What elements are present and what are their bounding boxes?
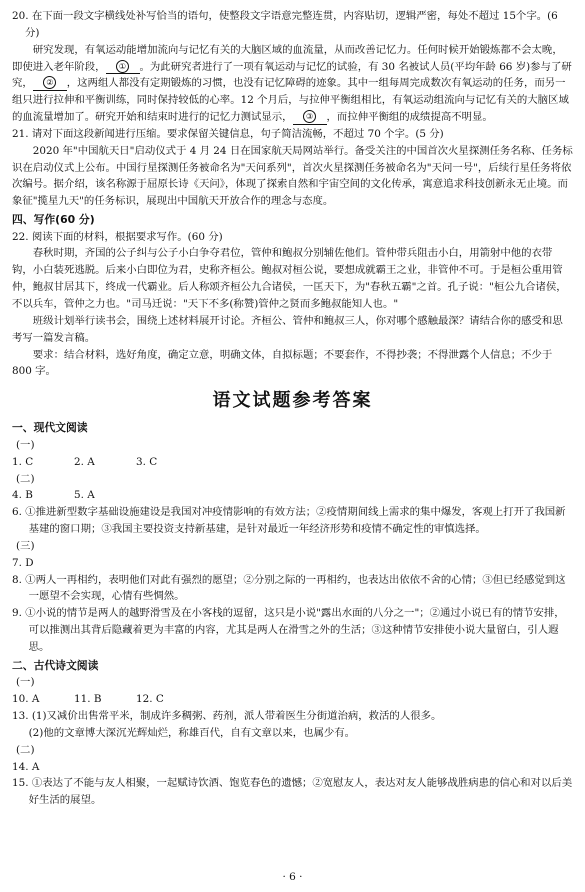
answer-13-2: (2)他的文章博大深沉光辉灿烂，称雄百代，自有文章以来，也属少有。	[28, 726, 356, 739]
answer-1: 1. C	[12, 455, 34, 468]
blank-1-marker: ①	[116, 60, 129, 73]
answer-10: 10. A	[12, 693, 40, 706]
answers-sub-3: (三)	[16, 539, 35, 552]
answer-5: 5. A	[74, 489, 95, 502]
writing-heading: 四、写作(60 分)	[12, 213, 95, 227]
blank-3-marker: ③	[303, 110, 316, 123]
answer-11: 11. B	[74, 693, 102, 706]
blank-2-marker: ②	[43, 76, 56, 89]
answers-sub-4: (一)	[16, 676, 35, 689]
q22-stem: 22. 阅读下面的材料，根据要求写作。(60 分)	[12, 230, 223, 243]
answer-12: 12. C	[136, 693, 164, 706]
answer-15: 15. ①表达了不能与友人相聚，一起赋诗饮酒、饱览春色的遗憾；②宽慰友人，表达对友人能够战胜病患的信心和对以后美好生活的展望。	[12, 777, 573, 807]
answer-3: 3. C	[136, 455, 158, 468]
answer-7: 7. D	[12, 556, 34, 569]
q20-stem: 20. 在下面一段文字横线处补写恰当的语句，使整段文字语意完整连贯，内容贴切，逻辑严密，每处不超过 15个字。(6 分)	[12, 10, 558, 39]
q20-text-4: ，而拉伸平衡组的成绩提高不明显。	[326, 111, 493, 124]
q21-news: 2020 年"中国航天日"启动仪式于 4 月 24 日在国家航天局网站举行。备受关注的中国首次火星探测任务名称、任务标识在启动仪式上公布。中国行星探测任务被命名为"天问系列"，首次火星探测任务被命名为"天问一号"，后续行星任务将依次编号。据介绍，该名称源于屈原长诗《天问》，体现了探索自然和宇宙空间的文化传承，寓意追求科技创新永无止境。而象征"揽星九天"的任务标识，展现出中国航天开放合作的理念与态度。	[12, 144, 573, 208]
q21-stem: 21. 请对下面这段新闻进行压缩。要求保留关键信息，句子简洁流畅，不超过 70 个字。(5 分)	[12, 127, 444, 140]
answers-section-1: 一、现代文阅读	[12, 421, 88, 435]
answers-row-10-12	[12, 691, 573, 708]
answers-row-4-5	[12, 487, 573, 504]
answer-8: 8. ①两人一再相约，表明他们对此有强烈的愿望；②分别之际的一再相约，也表达出依依不舍的心情；③但已经感觉到这一愿望不会实现，心情有些惆然。	[12, 573, 566, 603]
page-number: · 6 ·	[282, 871, 303, 883]
answers-section-2: 二、古代诗文阅读	[12, 658, 99, 672]
answer-14: 14. A	[12, 760, 40, 773]
q20-text-2: 。为此研究者进行了一项有氧运动与记忆的试验，有 30 名被试人员(平均年龄 66 岁)参与了研究，	[12, 60, 572, 90]
answers-sub-1: (一)	[16, 438, 35, 451]
q22-requirements: 要求：结合材料，选好角度，确定立意，明确文体，自拟标题；不要套作，不得抄袭；不得泄露个人信息；不少于 800 字。	[12, 348, 553, 378]
answer-2: 2. A	[74, 455, 95, 468]
q20-passage	[12, 42, 573, 126]
answer-6: 6. ①推进新型数字基础设施建设是我国对冲疫情影响的有效方法；②疫情期间线上需求的集中爆发，客观上打开了我国新基建的窗口期；③我国主要投资支持新基建，是针对最近一年经济形势和疫情不确定性的审慎选择。	[12, 506, 566, 536]
q22-task: 班级计划举行读书会，围绕上述材料展开讨论。齐桓公、管仲和鲍叔三人，你对哪个感触最深？请结合你的感受和思考写一篇发言稿。	[12, 314, 563, 344]
answer-9: 9. ①小说的情节是两人的越野滑雪及在小客栈的逗留，这只是小说"露出水面的八分之一"；②通过小说已有的情节安排，可以推测出其背后隐藏着更为丰富的内容，尤其是两人在滑雪之外的生活；③这种情节安排使小说大量留白，引人遐思。	[12, 607, 565, 653]
answers-row-1-3	[12, 454, 573, 471]
q22-material: 春秋时期，齐国的公子纠与公子小白争夺君位，管仲和鲍叔分别辅佐他们。管仲带兵阻击小白，用箭射中他的衣带钩，小白装死逃脱。后来小白即位为君，史称齐桓公。鲍叔对桓公说，要想成就霸王之业，非管仲不可。于是桓公重用管仲，鲍叔甘居其下，终成一代霸业。后人称颂齐桓公九合诸侯，一匡天下，为"春秋五霸"之首。孔子说："桓公九合诸侯，不以兵车，管仲之力也。"司马迁说："天下不多(称赞)管仲之贤而多鲍叔能知人也。"	[12, 247, 567, 310]
q20-blank-1	[106, 60, 140, 74]
answer-13-1: 13. (1)又减价出售常平米，制成许多稠粥、药剂，派人带着医生分街道治病，救活的人很多。	[12, 709, 442, 722]
answers-sub-2: (二)	[16, 472, 35, 485]
q20-blank-3	[293, 110, 327, 124]
q20-blank-2	[33, 76, 67, 90]
q20-text-1: 研究发现，有氧运动能增加流向与记忆有关的大脑区域的血流量，从而改善记忆力。任何时候开始锻炼都不会太晚，即使进入老年阶段，	[12, 43, 563, 73]
answers-sub-5: (二)	[16, 743, 35, 756]
answer-4: 4. B	[12, 489, 33, 502]
answer-title: 语文试题参考答案	[212, 390, 373, 412]
q20-text-3: ，这两组人都没有定期锻炼的习惯，也没有记忆障碍的迹象。其中一组每周完成数次有氧运动的任务，而另一组只进行拉伸和平衡训练，同时保持较低的心率。12 个月后，与拉伸平衡组相比，有氧运动组流向与记忆有关的大脑区域的血流量增加了。研究开始和结束时进行的记忆力测试显示，	[12, 77, 569, 124]
